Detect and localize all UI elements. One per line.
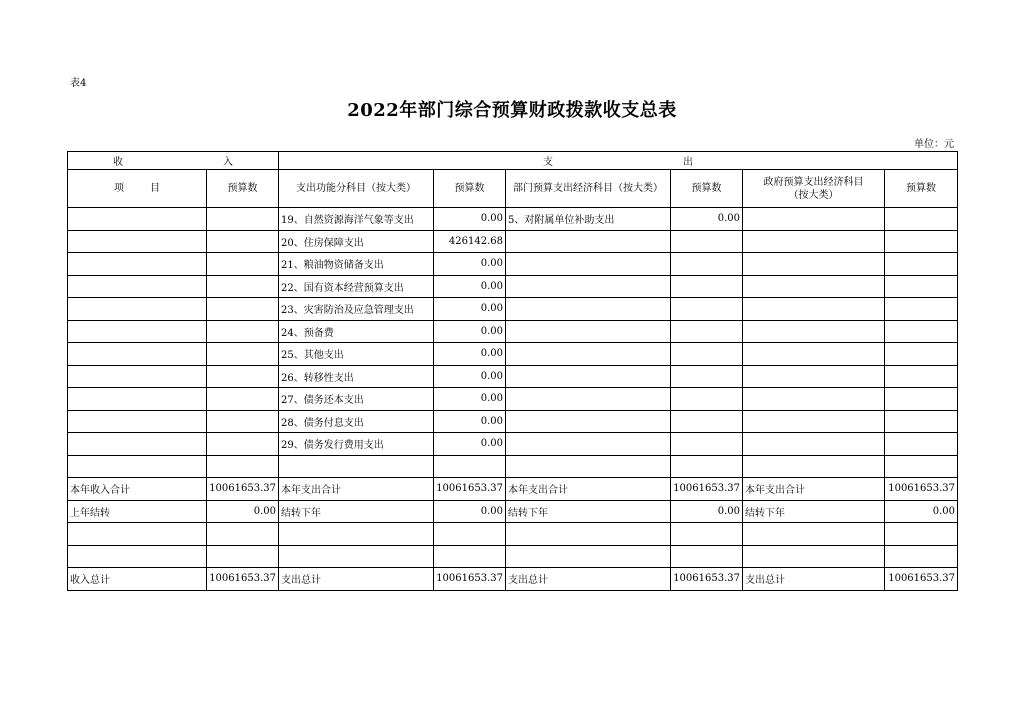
dept-budget-column-header: 预算数 bbox=[671, 170, 743, 208]
empty-row bbox=[68, 523, 958, 546]
table-row: 21、粮油物资储备支出 0.00 bbox=[68, 253, 958, 276]
table-number: 表4 bbox=[70, 78, 87, 89]
gov-econ-column-header: 政府预算支出经济科目 （按大类） bbox=[743, 170, 885, 208]
income-budget-column-header: 预算数 bbox=[207, 170, 279, 208]
table-row: 29、债务发行费用支出 0.00 bbox=[68, 433, 958, 456]
group-header-row bbox=[68, 152, 958, 170]
table-row: 19、自然资源海洋气象等支出 0.00 5、对附属单位补助支出 0.00 bbox=[68, 208, 958, 231]
table-row: 28、债务付息支出 0.00 bbox=[68, 410, 958, 433]
table-row: 26、转移性支出 0.00 bbox=[68, 365, 958, 388]
func-subject-column-header: 支出功能分科目（按大类） bbox=[279, 170, 434, 208]
item-column-header: 项 目 bbox=[68, 170, 207, 208]
dept-econ-column-header: 部门预算支出经济科目（按大类） bbox=[506, 170, 671, 208]
unit-label: 单位：元 bbox=[914, 139, 954, 150]
page-title: 2022年部门综合预算财政拨款收支总表 bbox=[347, 100, 677, 121]
table-row: 20、住房保障支出 426142.68 bbox=[68, 230, 958, 253]
budget-table bbox=[67, 151, 958, 591]
empty-row bbox=[68, 545, 958, 568]
income-group-header: 收 入 bbox=[68, 152, 279, 170]
table-row: 25、其他支出 0.00 bbox=[68, 343, 958, 366]
func-budget-column-header: 预算数 bbox=[434, 170, 506, 208]
gov-budget-column-header: 预算数 bbox=[885, 170, 958, 208]
expense-group-header: 支 出 bbox=[279, 152, 958, 170]
empty-row bbox=[68, 455, 958, 478]
table-row: 22、国有资本经营预算支出 0.00 bbox=[68, 275, 958, 298]
table-row: 27、债务还本支出 0.00 bbox=[68, 388, 958, 411]
column-header-row bbox=[68, 170, 958, 208]
year-total-row: 本年收入合计 10061653.37 本年支出合计 10061653.37 本年支出合计 10061653.37 本年支出合计 10061653.37 bbox=[68, 478, 958, 501]
table-row: 23、灾害防治及应急管理支出 0.00 bbox=[68, 298, 958, 321]
grand-total-row: 收入总计 10061653.37 支出总计 10061653.37 支出总计 10061653.37 支出总计 10061653.37 bbox=[68, 568, 958, 591]
table-row: 24、预备费 0.00 bbox=[68, 320, 958, 343]
carry-over-row: 上年结转 0.00 结转下年 0.00 结转下年 0.00 结转下年 0.00 bbox=[68, 500, 958, 523]
